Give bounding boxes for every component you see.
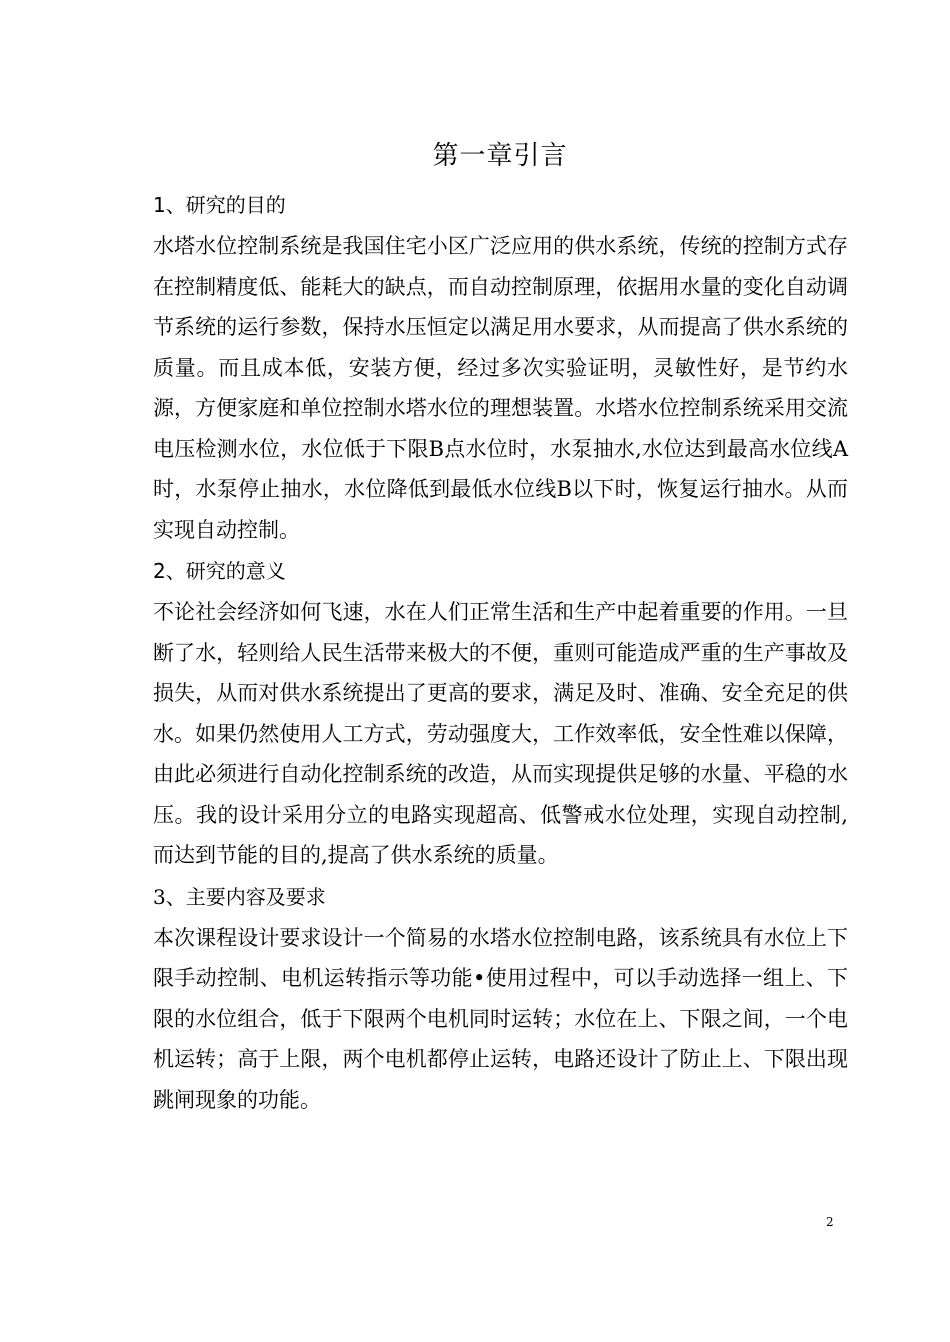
- section-main-content: [153, 878, 848, 1121]
- page-content: [153, 186, 848, 1122]
- page-number: 2: [826, 1215, 834, 1229]
- section-research-purpose: [153, 186, 848, 550]
- chapter-title: 第一章引言: [432, 141, 568, 171]
- section-research-significance: [153, 552, 848, 876]
- section-heading: 3、主要内容及要求: [153, 884, 326, 909]
- section-body: 水塔水位控制系统是我国住宅小区广泛应用的供水系统，传统的控制方式存在控制精度低、能耗大的缺点，而自动控制原理，依据用水量的变化自动调节系统的运行参数，保持水压恒定以满足用水要求，从而提高了供水系统的质量。而且成本低，安装方便，经过多次实验证明，灵敏性好，是节约水源，方便家庭和单位控制水塔水位的理想装置。水塔水位控制系统采用交流电压检测水位，水位低于下限B点水位时，水泵抽水,水位达到最高水位线A时，水泵停止抽水，水位降低到最低水位线B以下时，恢复运行抽水。从而实现自动控制。: [153, 234, 848, 542]
- section-heading: 2、研究的意义: [153, 559, 286, 583]
- section-heading: 1、研究的目的: [153, 193, 286, 217]
- section-body: 本次课程设计要求设计一个简易的水塔水位控制电路，该系统具有水位上下限手动控制、电机运转指示等功能•使用过程中，可以手动选择一组上、下限的水位组合，低于下限两个电机同时运转；水位在上、下限之间，一个电机运转；高于上限，两个电机都停止运转，电路还设计了防止上、下限出现跳闸现象的功能。: [153, 925, 848, 1112]
- section-body: 不论社会经济如何飞速，水在人们正常生活和生产中起着重要的作用。一旦断了水，轻则给人民生活带来极大的不便，重则可能造成严重的生产事故及损失，从而对供水系统提出了更高的要求，满足及时、准确、安全充足的供水。如果仍然使用人工方式，劳动强度大，工作效率低，安全性难以保障，由此必须进行自动化控制系统的改造，从而实现提供足够的水量、平稳的水压。我的设计采用分立的电路实现超高、低警戒水位处理，实现自动控制,而达到节能的目的,提高了供水系统的质量。: [153, 600, 848, 867]
